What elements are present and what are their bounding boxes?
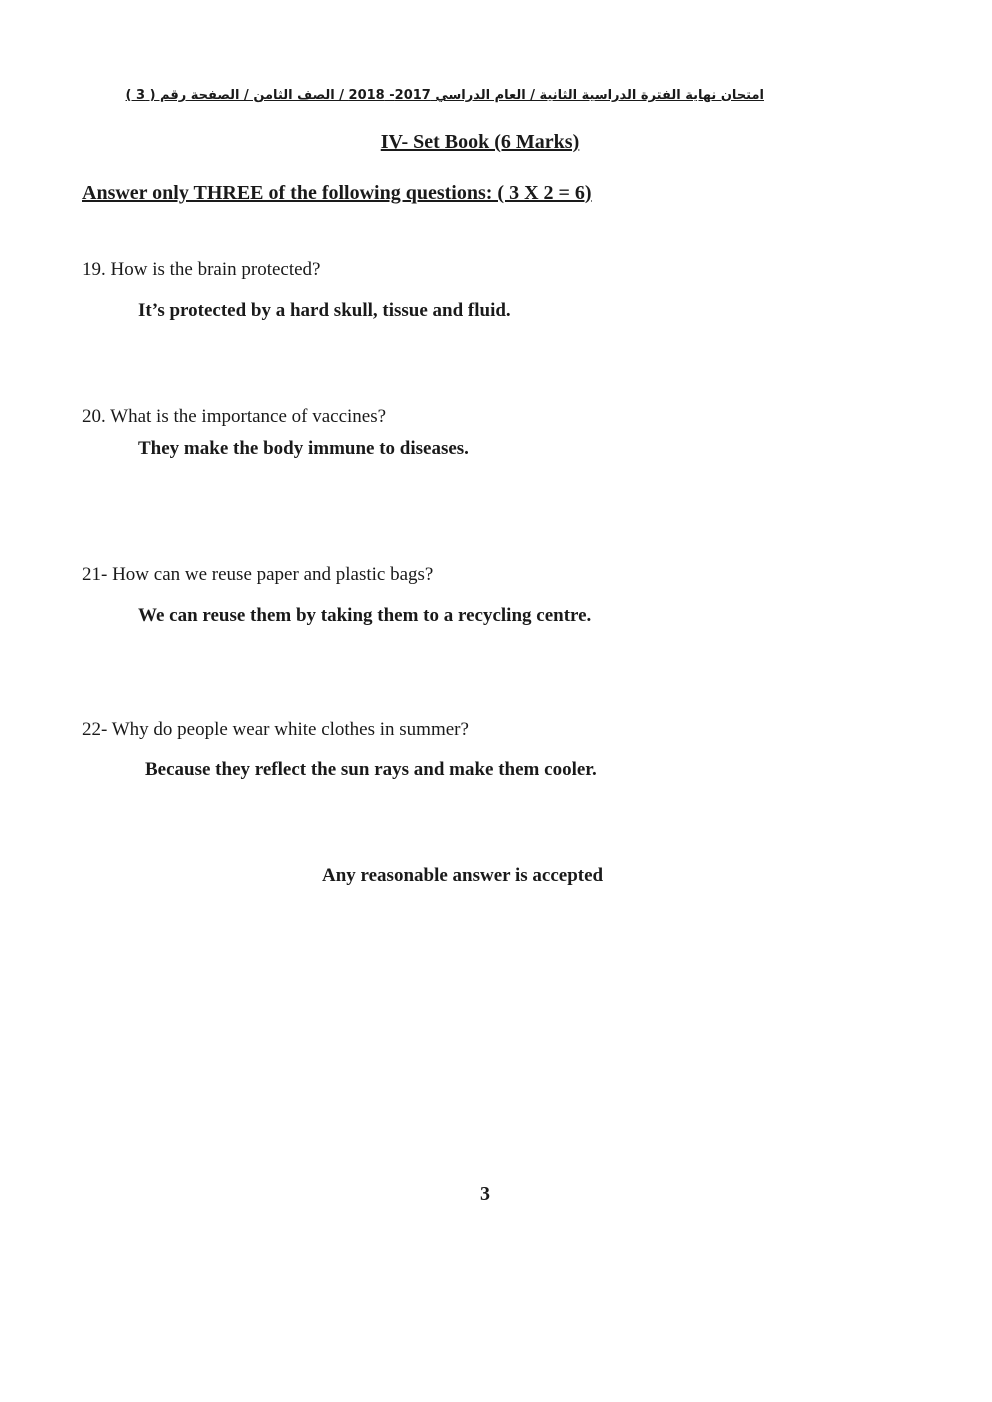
answer-20: They make the body immune to diseases. xyxy=(138,438,469,459)
question-21: 21- How can we reuse paper and plastic bags? xyxy=(82,564,434,585)
section-title: IV- Set Book (6 Marks) xyxy=(380,131,580,153)
answer-21: We can reuse them by taking them to a recycling centre. xyxy=(138,605,592,626)
question-20: 20. What is the importance of vaccines? xyxy=(82,406,387,427)
section-instruction: Answer only THREE of the following questions: ( 3 X 2 = 6) xyxy=(82,182,592,204)
question-19: 19. How is the brain protected? xyxy=(82,259,321,280)
marking-note: Any reasonable answer is accepted xyxy=(322,865,604,886)
question-22: 22- Why do people wear white clothes in summer? xyxy=(82,719,469,740)
exam-header: امتحان نهاية الفترة الدراسية الثانية / العام الدراسي 2017- 2018 / الصف الثامن / الصفحة رقم ( 3 ) xyxy=(125,88,764,103)
page-number: 3 xyxy=(480,1183,490,1205)
answer-19: It’s protected by a hard skull, tissue and fluid. xyxy=(138,300,511,321)
answer-22: Because they reflect the sun rays and make them cooler. xyxy=(145,759,597,780)
